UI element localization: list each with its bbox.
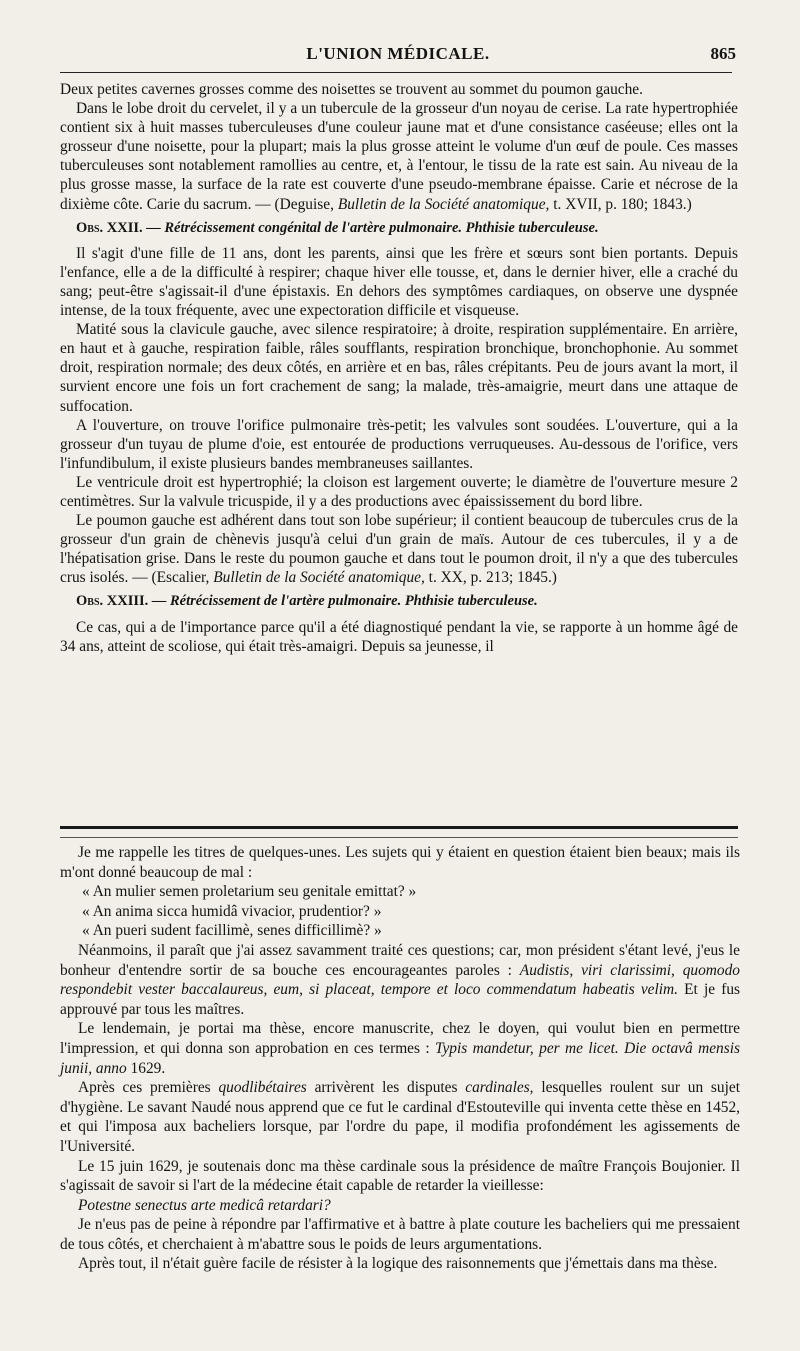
- paragraph-text: lesquelles roulent sur un sujet d'hygiène. Le savant Naudé nous apprend que ce fut le cardinal d'Estouteville qui inventa cette thèse en 1452, et qui l'imposa aux bacheliers lorsque, par l'ordre du pape, il modifia profondément les agissements de l'Université.: [60, 1079, 741, 1155]
- paragraph: Le ventricule droit est hypertrophié; la cloison est largement ouverte; le diamètre de l'ouverture mesure 2 centimètres. Sur la valvule tricuspide, il y a des productions avec épaississement du bord libre.: [60, 473, 738, 510]
- feuilleton-separator: [60, 826, 738, 838]
- paragraph: A l'ouverture, on trouve l'orifice pulmonaire très-petit; les valvules sont soudées. L'ouverture, qui a la grosseur d'un tuyau de plume d'oie, est entourée de productions verruqueuses. Au-dessous de l'orifice, vers l'infundibulum, il existe plusieurs bandes membraneuses saillantes.: [60, 416, 738, 472]
- paragraph: Après tout, il n'était guère facile de résister à la logique des raisonnements que j'émettais dans ma thèse.: [78, 1255, 718, 1273]
- paragraph: Le 15 juin 1629, je soutenais donc ma thèse cardinale sous la présidence de maître François Boujonier. Il s'agissait de savoir si l'art de la médecine était capable de retarder la vieillesse:: [60, 1157, 740, 1195]
- paragraph-text: 1629.: [126, 1059, 166, 1077]
- italic-term: cardinales,: [465, 1079, 534, 1097]
- latin-question: « An mulier semen proletarium seu genitale emittat? »: [82, 883, 417, 901]
- paragraph-text: Et je fus approuvé par tous les maîtres.: [60, 981, 741, 1018]
- paragraph-text: Le poumon gauche est adhérent dans tout son lobe supérieur; il contient beaucoup de tubercules crus de la grosseur d'un grain de chènevis jusqu'à celui d'un grain de maïs. Autour de ces tubercules, il y a de l'hépatisation grise. Dans le reste du poumon gauche et dans tout le poumon droit, il n'y a que des tubercules crus isolés. — (Escalier,: [60, 512, 738, 587]
- paragraph: [60, 941, 740, 1019]
- feuilleton-text: [60, 843, 740, 1274]
- paragraph: Il s'agit d'une fille de 11 ans, dont les parents, ainsi que les frère et sœurs sont bien portants. Depuis l'enfance, elle a de la difficulté à respirer; chaque hiver elle tousse, et, dans le dernier hiver, elle a craché du sang; peut-être s'agissait-il d'une épistaxis. En dehors des symptômes cardiaques, on observe une dyspnée intense, de la toux fréquente, avec une expectoration difficile et visqueuse.: [60, 244, 738, 320]
- latin-quote: Typis mandetur, per me licet. Die octavâ mensis junii, anno: [60, 1039, 740, 1077]
- page-number: 865: [710, 44, 736, 63]
- observation-number: Obs. XXIII.: [76, 593, 149, 610]
- observation-number: Obs. XXII.: [76, 219, 143, 236]
- latin-question: [60, 1196, 740, 1216]
- paragraph: Deux petites cavernes grosses comme des noisettes se trouvent au sommet du poumon gauche.: [60, 81, 643, 98]
- header-rule: [60, 72, 732, 73]
- paragraph: Je n'eus pas de peine à répondre par l'affirmative et à battre à plate couture les bacheliers qui me pressaient de tous côtés, et cherchaient à m'abattre sous le poids de leurs argumentations.: [60, 1216, 740, 1253]
- main-text: [60, 80, 738, 656]
- observation-heading: [60, 219, 738, 238]
- paragraph: Matité sous la clavicule gauche, avec silence respiratoire; à droite, respiration supplémentaire. En arrière, en haut et à gauche, respiration faible, râles soufflants, respiration bronchique, bronchophonie. Au sommet droit, respiration normale; des deux côtés, en arrière et en bas, râles crépitants. Peu de jours avant la mort, il survient encore une fois un fort crachement de sang; la malade, très-amaigrie, meurt dans une attaque de suffocation.: [60, 321, 738, 415]
- observation-title: — Rétrécissement de l'artère pulmonaire. Phthisie tuberculeuse.: [148, 593, 538, 610]
- italic-term: quodlibétaires: [218, 1079, 307, 1097]
- page-header: [60, 40, 736, 70]
- observation-heading: [60, 592, 738, 611]
- citation-ref: t. XVII, p. 180; 1843.): [549, 195, 692, 213]
- paragraph-text: Le lendemain, je portai ma thèse, encore manuscrite, chez le doyen, qui voulut bien en permettre l'impression, et qui donna son approbation en ces termes :: [60, 1020, 740, 1057]
- paragraph: [60, 511, 738, 587]
- journal-citation: Bulletin de la Société anatomique,: [213, 569, 425, 587]
- latin-question: « An anima sicca humidâ vivacior, prudentior? »: [82, 902, 382, 920]
- paragraph-text: Dans le lobe droit du cervelet, il y a un tubercule de la grosseur d'un noyau de cerise. La rate hypertrophiée contient six à huit masses tuberculeuses d'une couleur jaune mat et d'une consistance caséeuse; elles ont la grosseur d'une noisette, pour la plupart; mais la plus grosse atteint le volume d'un œuf de poule. Ces masses tuberculeuses sont notablement ramollies au centre, et, à l'entour, le tissu de la rate est sain. Au niveau de la plus grosse masse, la surface de la rate est couverte d'une pseudo-membrane épaisse. Carie et nécrose de la dixième côte. Carie du sacrum. — (Deguise,: [60, 100, 738, 213]
- latin-quote: Audistis, viri clarissimi, quomodo respondebit vester baccalaureus, eum, si placeat, tempore et loco commendatum habeatis velim.: [60, 961, 740, 999]
- paragraph-text: arrivèrent les disputes: [306, 1079, 466, 1097]
- paragraph: [60, 1019, 740, 1078]
- latin-quote: Potestne senectus arte medicâ retardari?: [78, 1196, 331, 1214]
- paragraph-text: Néanmoins, il paraît que j'ai assez savamment traité ces questions; car, mon président s'étant levé, j'eus le bonheur d'entendre sortir de sa bouche ces encourageantes paroles :: [60, 941, 740, 979]
- running-title: L'UNION MÉDICALE.: [306, 44, 490, 63]
- citation-ref: t. XX, p. 213; 1845.): [424, 569, 557, 587]
- observation-title: — Rétrécissement congénital de l'artère pulmonaire. Phthisie tuberculeuse.: [142, 219, 599, 236]
- paragraph-text: Après ces premières: [78, 1079, 219, 1097]
- latin-question: « An pueri sudent facillimè, senes difficillimè? »: [82, 922, 382, 940]
- journal-citation: Bulletin de la Société anatomique,: [337, 195, 550, 213]
- paragraph: Ce cas, qui a de l'importance parce qu'il a été diagnostiqué pendant la vie, se rapporte à un homme âgé de 34 ans, atteint de scoliose, qui était très-amaigri. Depuis sa jeunesse, il: [60, 618, 738, 655]
- paragraph: [60, 1078, 740, 1156]
- paragraph: Je me rappelle les titres de quelques-unes. Les sujets qui y étaient en question étaient bien beaux; mais ils m'ont donné beaucoup de mal :: [60, 844, 740, 881]
- paragraph: [60, 99, 738, 214]
